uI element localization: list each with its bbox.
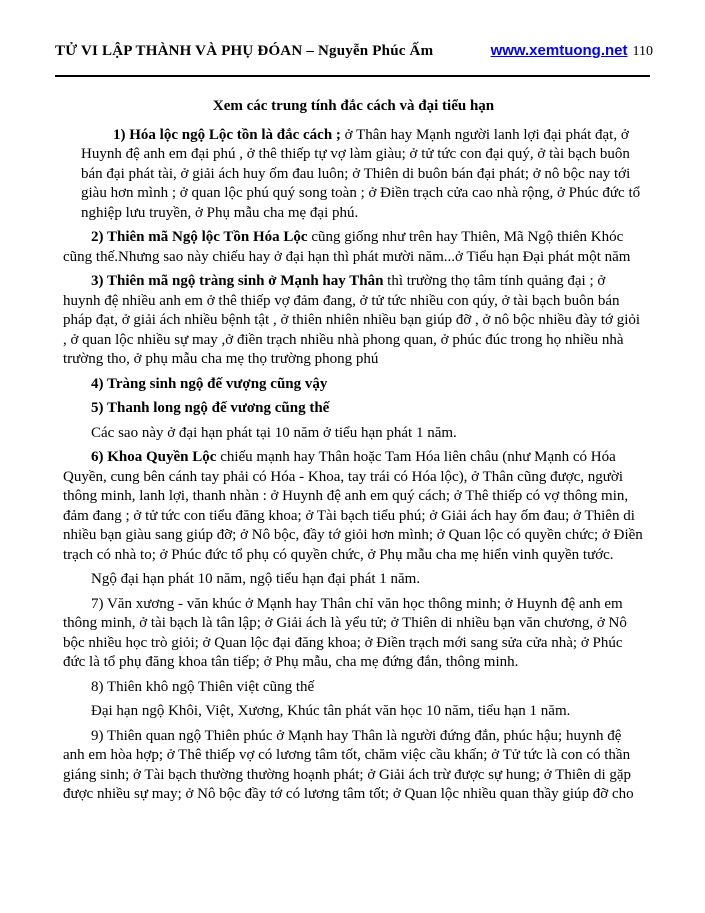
paragraph: [63, 272, 644, 370]
paragraph-text: Đại hạn ngộ Khôi, Việt, Xương, Khúc tân phát văn học 10 năm, tiểu hạn 1 năm.: [91, 703, 571, 719]
paragraph-lead: 5) Thanh long ngộ đế vương cũng thế: [91, 400, 330, 416]
paragraph: [63, 727, 644, 805]
paragraph-text: thì trường thọ tâm tính quảng đại ; ở huynh đệ nhiều anh em ở thê thiếp vợ đảm đang, ở tử tức nhiều con qúy, ở tài bạch buôn bán pháp đạt, ở giải ách nhiều bệnh tật , ở thiên nhiên nhiều bạn giúp đỡ , ở nô bộc nhiều đày tớ giỏi , ở quan lộc nhiều sự may ,ở điền trạch nhiều nhà phong quan, ở phúc đúc trong họ nhiều nhà trường tho, ở phụ mẫu cha mẹ thọ trường phong phú: [63, 273, 641, 367]
header-divider-rule: [55, 75, 650, 77]
paragraph: [63, 448, 644, 565]
paragraph-text: cũng giống như trên hay Thiên, Mã Ngộ thiên Khóc cũng thế.Nhưng sao này chiếu hay ở đại hạn thì phát mười năm...ở Tiểu hạn Đại phát một năm: [63, 229, 631, 265]
paragraph: [63, 678, 644, 698]
header-title: TỬ VI LẬP THÀNH VÀ PHỤ ĐÓAN – Nguyễn Phúc Ấm: [55, 43, 434, 59]
body-paragraphs: [63, 126, 644, 805]
paragraph-text: ở Thân hay Mạnh người lanh lợi đại phát đạt, ở Huynh đệ anh em đại phú , ở thê thiếp tự vợ làm giàu; ở tử tức con đại quý, ở tài bạch buôn bán đại phát tài, ở giải ách huy ốm đau luôn; ở Thiên di buôn bán đại phát; ở nô bộc nay tới giàu hơn mình ; ở quan lộc phú quý song toàn ; ở Điền trạch cửa cao nhà rộng, ở Phúc đức tổ nghiệp lưu truyền, ở Phụ mẫu cha mẹ đại phú.: [81, 126, 641, 221]
document-content: [63, 97, 644, 810]
paragraph: [63, 595, 644, 673]
paragraph: [63, 375, 644, 395]
paragraph-lead: 3) Thiên mã ngộ tràng sinh ở Mạnh hay Thân: [91, 273, 388, 289]
header-page-number: 110: [632, 44, 653, 59]
paragraph: [63, 399, 644, 419]
paragraph-text: 8) Thiên khô ngộ Thiên việt cũng thế: [91, 678, 315, 695]
paragraph-text: 7) Văn xương - văn khúc ở Mạnh hay Thân chỉ văn học thông minh; ở Huynh đệ anh em thông minh, ở tài bạch là tân lập; ở Giải ách là yểu tử; ở Thiên di nhiều bạn văn chương, ở Nô bộc nhiều học trò giỏi; ở Quan lộc đại đăng khoa; ở Điền trạch mới sang sửa cửa nhà; ở Phúc đức là tổ phụ đăng khoa tân tiếp; ở Phụ mẫu, cha mẹ đứng đắn, thông minh.: [63, 595, 627, 670]
paragraph-lead: 4) Tràng sinh ngộ đế vượng cũng vậy: [91, 375, 328, 392]
paragraph: [63, 702, 644, 722]
paragraph: [63, 228, 644, 267]
paragraph-lead: 6) Khoa Quyền Lộc: [91, 449, 221, 465]
paragraph-text: Ngộ đại hạn phát 10 năm, ngộ tiểu hạn đại phát 1 năm.: [91, 571, 421, 587]
header-right: [491, 42, 653, 60]
paragraph: [63, 424, 644, 444]
paragraph-text: chiếu mạnh hay Thân hoặc Tam Hóa liên châu (như Mạnh có Hóa Quyền, cung bên cánh tay phải có Hóa - Khoa, tay trái có Hóa lộc), ở Thân cũng được, người thông minh, lanh lợi, thanh nhàn : ở Huynh đệ anh em quý cách; ở Thê thiếp có vợ thông min, đảm đang ; ở tử tức con tiểu đăng khoa; ở Tài bạch tiểu phú; ở Giải ách hay ốm đau; ở Thiên di nhiều bạn giàu sang giúp đỡ; ở Nô bộc, đầy tớ giỏi hơn mình; ở Quan lộc có quyền chức; ở Điền trạch có nhà to; ở Phúc đức tổ phụ có quyền chức, ở Phụ mẫu cha mẹ hiển vinh quyền tước.: [63, 449, 643, 563]
section-heading: Xem các trung tính đắc cách và đại tiểu hạn: [212, 98, 495, 114]
paragraph: [63, 570, 644, 590]
paragraph: [81, 126, 642, 224]
paragraph-lead: 1) Hóa lộc ngộ Lộc tồn là đắc cách ;: [113, 126, 345, 143]
paragraph-text: 9) Thiên quan ngộ Thiên phúc ở Mạnh hay Thân là người đứng đắn, phúc hậu; huynh đệ anh em hòa hợp; ở Thê thiếp vợ có lương tâm tốt, chăm việc cầu khấn; ở Tử tức là con có thần giáng sinh; ở Tài bạch thường thường hoạnh phát; ở Giải ách trừ được sự hung; ở Thiên di gặp được nhiều sự may; ở Nô bộc đầy tớ có lương tâm tốt; ở Quan lộc nhiều quan thầy giúp đỡ cho: [63, 727, 634, 802]
header-website-link[interactable]: www.xemtuong.net: [490, 42, 628, 59]
page-header: [55, 42, 653, 60]
paragraph-text: Các sao này ở đại hạn phát tại 10 năm ở tiểu hạn phát 1 năm.: [91, 424, 457, 441]
paragraph-lead: 2) Thiên mã Ngộ lộc Tồn Hóa Lộc: [91, 229, 312, 245]
